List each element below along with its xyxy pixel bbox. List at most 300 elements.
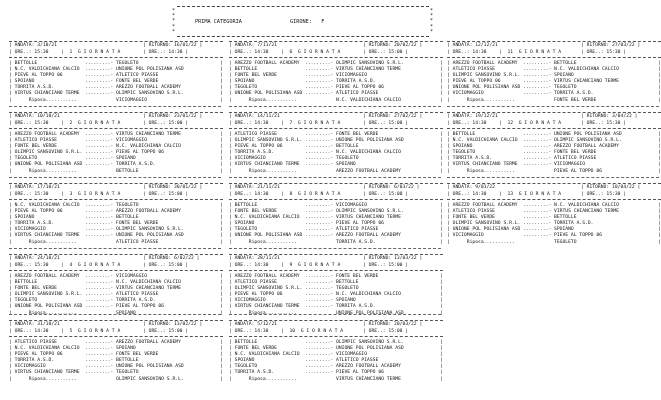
away-team: FONTE BEL VERDE [116, 221, 159, 227]
away-team: SPOIANO [554, 227, 574, 233]
row-border: | [220, 67, 223, 73]
home-team: | UNIONE POL POLISIANA ASD [447, 227, 521, 233]
row-divider [229, 177, 441, 178]
match-separator: .........- [523, 227, 552, 233]
away-team: TORRITA A.S.D. [554, 221, 594, 227]
home-team: | TORRITA A.S.D. [229, 150, 275, 156]
match-separator: .........- [523, 209, 552, 215]
ritorno-time: | ORE..: 15:00 | [143, 263, 189, 268]
row-border: | [220, 304, 223, 310]
match-separator: .........- [305, 209, 334, 215]
ritorno-time: | ORE..: 15:00 | [363, 50, 409, 55]
match-separator: .........- [85, 364, 114, 370]
row-border: | [220, 203, 223, 208]
bye-team: PIEVE AL TOPPO 06 [554, 168, 602, 174]
match-separator: .........- [305, 73, 334, 79]
match-separator: .........- [85, 352, 114, 358]
round-number: | 12 G I O R N A T A [499, 121, 562, 126]
row-border: | [220, 364, 223, 370]
away-team: AREZZO FOOTBALL ACADEMY [554, 144, 619, 150]
home-team: | FONTE BEL VERDE [9, 286, 57, 292]
home-team: | FONTE BEL VERDE [229, 346, 277, 352]
match-separator: .........- [85, 156, 114, 162]
away-team: OLIMPIC SANSOVINO S.R.L. [336, 209, 404, 215]
andata-time: | ORE..: 15:30 [9, 121, 49, 126]
row-border: | [658, 233, 661, 239]
ritorno-date: | RITORNO: 27/03/22 | [581, 43, 641, 48]
away-team: N.C. VALDICHIANA CALCIO [554, 203, 619, 208]
home-team: | BETTOLLE [229, 67, 258, 73]
away-team: UNIONE POL POLISIANA ASD [554, 132, 622, 137]
row-border: | [658, 79, 661, 85]
ritorno-date: | RITORNO: 13/03/22 | [363, 256, 423, 261]
row-border: | [220, 150, 223, 156]
away-team: PIEVE AL TOPPO 06 [336, 85, 384, 91]
match-separator: .........- [523, 233, 552, 239]
away-team: VICIOMAGGIO [116, 138, 148, 144]
away-team: VICIOMAGGIO [336, 352, 368, 358]
row-border: | [658, 168, 661, 174]
away-team: VIRTUS CHIANCIANO TERME [554, 209, 619, 215]
home-team: | N.C. VALDICHIANA CALCIO [9, 346, 80, 352]
row-border: | [220, 132, 223, 137]
away-team: N.C. VALDICHIANA CALCIO [116, 144, 181, 150]
row-border: | [220, 358, 223, 364]
away-team: N.C. VALDICHIANA CALCIO [554, 67, 619, 73]
bye-label: | Riposa........... [447, 97, 515, 103]
match-separator: .........- [305, 156, 334, 162]
match-separator: .........- [305, 85, 334, 91]
home-team: | VICIOMAGGIO [447, 233, 484, 239]
bye-label: | Riposa........... [229, 97, 297, 103]
row-border: | [220, 227, 223, 233]
home-team: | PIEVE AL TOPPO 06 [9, 209, 63, 215]
home-team: | OLIMPIC SANSOVINO S.R.L. [447, 221, 521, 227]
away-team: OLIMPIC SANSOVINO S.R.L. [554, 138, 622, 144]
andata-date: | ANDATA: 31/10/21 [9, 322, 60, 327]
home-team: | OLIMPIC SANSOVINO S.R.L. [447, 73, 521, 79]
match-separator: .........- [305, 292, 334, 298]
away-team: AREZZO FOOTBALL ACADEMY [116, 340, 181, 345]
match-separator: .........- [305, 150, 334, 156]
bye-row [9, 240, 223, 246]
away-team: VIRTUS CHIANCIANO TERME [116, 132, 181, 137]
bye-team: N.C. VALDICHIANA CALCIO [336, 97, 401, 103]
row-border: | [440, 280, 443, 286]
bye-label: | Riposa........... [447, 239, 515, 245]
away-team: AREZZO FOOTBALL ACADEMY [116, 85, 181, 91]
away-team: FONTE BEL VERDE [554, 150, 597, 156]
match-separator: .........- [305, 286, 334, 292]
home-team: | UNIONE POL POLISIANA ASD [229, 91, 303, 97]
home-team: | TEGOLETO [229, 227, 258, 233]
home-team: | SPOIANO [9, 215, 35, 221]
round-number: | 7 G I O R N A T A [281, 121, 341, 126]
home-team: | BETTOLLE [9, 280, 38, 286]
home-team: | UNIONE POL POLISIANA ASD [9, 304, 83, 310]
row-border: | [658, 150, 661, 156]
home-team: | SPOIANO [447, 144, 473, 150]
bye-label: | Riposa........... [229, 168, 297, 174]
row-border: | [440, 73, 443, 79]
row-border: | [440, 215, 443, 221]
row-divider [9, 248, 221, 249]
row-border: | [440, 298, 443, 304]
match-separator: .........- [523, 203, 552, 208]
round-header [9, 183, 223, 200]
match-separator: .........- [523, 79, 552, 85]
match-separator: .........- [85, 91, 114, 97]
away-team: VICIOMAGGIO [336, 73, 368, 79]
ritorno-time: | ORE..: 15:30 | [581, 121, 627, 126]
match-list [9, 271, 223, 317]
row-border: | [440, 292, 443, 298]
andata-time: | ORE..: 15:30 [9, 50, 49, 55]
match-list [447, 129, 661, 175]
row-border: | [440, 370, 443, 376]
match-separator: .........- [305, 215, 334, 221]
match-separator: .........- [523, 132, 552, 137]
home-team: | VICIOMAGGIO [447, 91, 484, 97]
away-team: ATLETICO PIASSE [554, 156, 597, 162]
row-border: | [220, 97, 223, 103]
andata-date: | ANDATA: 5/12/21 [229, 322, 277, 327]
row-border: | [658, 97, 661, 103]
home-team: | SPOIANO [229, 79, 255, 85]
match-list [9, 200, 223, 246]
away-team: ATLETICO PIASSE [116, 73, 159, 79]
row-border: | [440, 144, 443, 150]
header-border-right: * * * * * [430, 8, 434, 35]
row-border: | [440, 352, 443, 358]
andata-time: | ORE..: 14:30 [447, 121, 487, 126]
away-team: TORRITA A.S.D. [336, 79, 376, 85]
home-team: | PIEVE AL TOPPO 06 [9, 352, 63, 358]
match-separator: .........- [85, 221, 114, 227]
away-team: AREZZO FOOTBALL ACADEMY [336, 233, 401, 239]
bye-row [229, 98, 443, 104]
match-separator: .........- [523, 138, 552, 144]
row-border: | [440, 85, 443, 91]
away-team: BETTOLLE [116, 215, 139, 221]
andata-date: | ANDATA: 21/11/21 [229, 185, 280, 190]
row-border: | [440, 274, 443, 279]
away-team: OLIMPIC SANSOVINO S.R.L. [116, 227, 184, 233]
match-separator: .........- [305, 132, 334, 137]
match-separator: .........- [85, 85, 114, 91]
home-team: | ATLETICO PIASSE [447, 209, 495, 215]
away-team: TORRITA A.S.D. [116, 298, 156, 304]
row-border: | [220, 138, 223, 144]
home-team: | AREZZO FOOTBALL ACADEMY [447, 61, 518, 66]
home-team: | N.C. VALDICHIANA CALCIO [229, 215, 300, 221]
round-header [229, 41, 443, 58]
bye-label: | Riposa........... [229, 310, 297, 316]
bye-label: | Riposa........... [229, 376, 297, 382]
round-card [9, 183, 223, 246]
round-number: | 2 G I O R N A T A [61, 121, 121, 126]
bye-row [229, 377, 443, 383]
round-number: | 6 G I O R N A T A [281, 50, 341, 55]
away-team: VICIOMAGGIO [116, 274, 148, 279]
andata-date: | ANDATA: 14/11/21 [229, 114, 280, 119]
row-border: | [220, 280, 223, 286]
row-border: | [220, 79, 223, 85]
match-separator: .........- [523, 156, 552, 162]
away-team: UNIONE POL POLISIANA ASD [336, 346, 404, 352]
row-border: | [440, 203, 443, 208]
ritorno-time: | ORE..: 15:00 | [363, 121, 409, 126]
away-team: FONTE BEL VERDE [336, 132, 379, 137]
away-team: PIEVE AL TOPPO 06 [116, 150, 164, 156]
bye-row [447, 240, 661, 246]
row-divider [9, 314, 221, 315]
bye-row [9, 377, 223, 383]
away-team: FONTE BEL VERDE [116, 352, 159, 358]
ritorno-time: | ORE..: 15:00 | [363, 192, 409, 197]
round-card [229, 320, 443, 383]
home-team: | VICIOMAGGIO [9, 364, 46, 370]
match-separator: .........- [305, 346, 334, 352]
away-team: UNIONE POL POLISIANA ASD [116, 233, 184, 239]
home-team: | TEGOLETO [9, 298, 38, 304]
andata-time: | ORE..: 14:30 [447, 50, 487, 55]
ritorno-time: | ORE..: 15:00 | [363, 263, 409, 268]
match-separator: .........- [305, 79, 334, 85]
row-border: | [220, 215, 223, 221]
ritorno-time: | ORE..: 15:00 | [143, 121, 189, 126]
round-number: | 9 G I O R N A T A [281, 263, 341, 268]
row-border: | [220, 233, 223, 239]
row-border: | [440, 156, 443, 162]
home-team: | UNIONE POL POLISIANA ASD [447, 85, 521, 91]
away-team: BETTOLLE [336, 280, 359, 286]
row-border: | [440, 340, 443, 345]
bye-row [229, 240, 443, 246]
match-separator: .........- [85, 162, 114, 168]
bye-team: FONTE BEL VERDE [554, 97, 597, 103]
ritorno-date: | RITORNO: 23/01/22 | [143, 114, 203, 119]
home-team: | TEGOLETO [229, 85, 258, 91]
match-list [229, 58, 443, 104]
away-team: SPOIANO [336, 162, 356, 168]
round-card [229, 183, 443, 246]
row-border: | [658, 138, 661, 144]
home-team: | VIRTUS CHIANCIANO TERME [229, 162, 300, 168]
home-team: | VIRTUS CHIANCIANO TERME [229, 304, 300, 310]
home-team: | AREZZO FOOTBALL ACADEMY [447, 203, 518, 208]
match-separator: .........- [85, 346, 114, 352]
round-number: | 11 G I O R N A T A [499, 50, 562, 55]
row-border: | [220, 286, 223, 292]
match-separator: .........- [85, 138, 114, 144]
bye-team: ATLETICO PIASSE [116, 239, 159, 245]
bye-label: | Riposa........... [9, 239, 77, 245]
home-team: | SPOIANO [9, 79, 35, 85]
round-header [229, 183, 443, 200]
home-team: | TORRITA A.S.D. [447, 156, 493, 162]
row-divider [229, 314, 441, 315]
match-separator: .........- [305, 280, 334, 286]
bye-team: TORRITA A.S.D. [336, 239, 376, 245]
home-team: | N.C. VALDICHIANA CALCIO [229, 352, 300, 358]
bye-team: TEGOLETO [554, 239, 577, 245]
row-border: | [220, 340, 223, 345]
row-border: | [220, 221, 223, 227]
bye-label: | Riposa........... [229, 239, 297, 245]
match-separator: .........- [85, 298, 114, 304]
away-team: ATLETICO PIASSE [336, 358, 379, 364]
row-border: | [658, 144, 661, 150]
home-team: | TEGOLETO [9, 156, 38, 162]
row-border: | [658, 132, 661, 137]
match-separator: .........- [85, 227, 114, 233]
row-border: | [220, 61, 223, 66]
match-separator: .........- [523, 61, 552, 66]
row-border: | [220, 91, 223, 97]
row-border: | [658, 221, 661, 227]
ritorno-date: | RITORNO: 20/03/22 | [363, 322, 423, 327]
match-separator: .........- [85, 150, 114, 156]
row-border: | [658, 73, 661, 79]
row-border: | [658, 162, 661, 168]
andata-time: | ORE..: 15:30 [9, 192, 49, 197]
away-team: TEGOLETO [116, 203, 139, 208]
row-border: | [440, 79, 443, 85]
match-separator: .........- [305, 203, 334, 208]
home-team: | SPOIANO [229, 358, 255, 364]
round-header [9, 320, 223, 337]
away-team: SPOIANO [554, 73, 574, 79]
round-number: | 13 G I O R N A T A [499, 192, 562, 197]
match-separator: .........- [305, 370, 334, 376]
row-border: | [440, 286, 443, 292]
row-border: | [440, 346, 443, 352]
match-list [447, 58, 661, 104]
match-separator: .........- [85, 73, 114, 79]
group-label-text: GIRONE: [290, 19, 312, 25]
home-team: | VICIOMAGGIO [229, 156, 266, 162]
andata-date: | ANDATA: 3/10/21 [9, 43, 57, 48]
row-border: | [220, 156, 223, 162]
row-border: | [658, 209, 661, 215]
home-team: | VIRTUS CHIANCIANO TERME [9, 370, 80, 376]
match-separator: .........- [305, 67, 334, 73]
home-team: | BETTOLLE [447, 132, 476, 137]
home-team: | BETTOLLE [229, 340, 258, 345]
away-team: ATLETICO PIASSE [116, 292, 159, 298]
match-separator: .........- [85, 209, 114, 215]
away-team: UNIONE POL POLISIANA ASD [116, 364, 184, 370]
away-team: UNIONE POL POLISIANA ASD [336, 138, 404, 144]
row-border: | [220, 162, 223, 168]
andata-time: | ORE..: 14:30 [229, 329, 269, 334]
match-separator: .........- [305, 364, 334, 370]
andata-time: | ORE..: 14:30 [229, 263, 269, 268]
match-list [9, 337, 223, 383]
home-team: | OLIMPIC SANSOVINO S.R.L. [9, 292, 83, 298]
match-separator: .........- [305, 298, 334, 304]
bye-team: OLIMPIC SANSOVINO S.R.L. [116, 376, 184, 382]
row-divider [9, 106, 221, 107]
home-team: | PIEVE AL TOPPO 06 [447, 79, 501, 85]
match-list [9, 129, 223, 175]
row-border: | [220, 274, 223, 279]
row-border: | [220, 310, 223, 316]
match-separator: .........- [305, 358, 334, 364]
round-header [9, 41, 223, 58]
andata-time: | ORE..: 14:30 [229, 50, 269, 55]
round-header [447, 183, 661, 200]
match-separator: .........- [523, 144, 552, 150]
row-border: | [440, 150, 443, 156]
away-team: TEGOLETO [554, 85, 577, 91]
row-border: | [440, 168, 443, 174]
ritorno-time: | ORE..: 15:00 | [363, 329, 409, 334]
row-border: | [440, 67, 443, 73]
away-team: TORRITA A.S.D. [116, 162, 156, 168]
row-border: | [220, 85, 223, 91]
away-team: FONTE BEL VERDE [336, 274, 379, 279]
ritorno-date: | RITORNO: 16/01/22 | [143, 43, 203, 48]
round-header [229, 320, 443, 337]
bye-team: VICIOMAGGIO [116, 97, 148, 103]
row-border: | [220, 346, 223, 352]
match-separator: .........- [85, 358, 114, 364]
row-border: | [658, 67, 661, 73]
header-border-left: * * * * * [172, 8, 176, 35]
category-title: PRIMA CATEGORIA [195, 19, 242, 25]
home-team: | TORRITA A.S.D. [229, 370, 275, 376]
ritorno-date: | RITORNO: 20/02/22 | [363, 43, 423, 48]
row-divider [447, 177, 659, 178]
round-header [447, 41, 661, 58]
match-separator: .........- [85, 280, 114, 286]
bye-row [229, 169, 443, 175]
match-list [9, 58, 223, 104]
match-separator: .........- [85, 144, 114, 150]
row-border: | [440, 138, 443, 144]
round-card [447, 183, 661, 246]
home-team: | VICIOMAGGIO [229, 298, 266, 304]
match-separator: .........- [85, 274, 114, 279]
match-separator: .........- [305, 233, 334, 239]
row-border: | [440, 97, 443, 103]
round-number: | 1 G I O R N A T A [61, 50, 121, 55]
round-header [447, 112, 661, 129]
row-border: | [658, 239, 661, 245]
round-card [229, 41, 443, 104]
andata-time: | ORE..: 14:30 [9, 329, 49, 334]
ritorno-date: | RITORNO: 27/02/22 | [363, 114, 423, 119]
home-team: | N.C. VALDICHIANA CALCIO [9, 67, 80, 73]
row-border: | [440, 239, 443, 245]
bye-team: BETTOLLE [116, 168, 139, 174]
home-team: | AREZZO FOOTBALL ACADEMY [229, 274, 300, 279]
round-card [9, 112, 223, 175]
row-divider [229, 106, 441, 107]
match-separator: .........- [85, 370, 114, 376]
match-separator: .........- [305, 340, 334, 345]
match-separator: .........- [305, 91, 334, 97]
match-separator: .........- [523, 215, 552, 221]
away-team: TEGOLETO [116, 61, 139, 66]
match-separator: .........- [305, 138, 334, 144]
andata-date: | ANDATA: 10/10/21 [9, 114, 60, 119]
match-separator: .........- [305, 162, 334, 168]
row-border: | [658, 227, 661, 233]
row-border: | [220, 239, 223, 245]
